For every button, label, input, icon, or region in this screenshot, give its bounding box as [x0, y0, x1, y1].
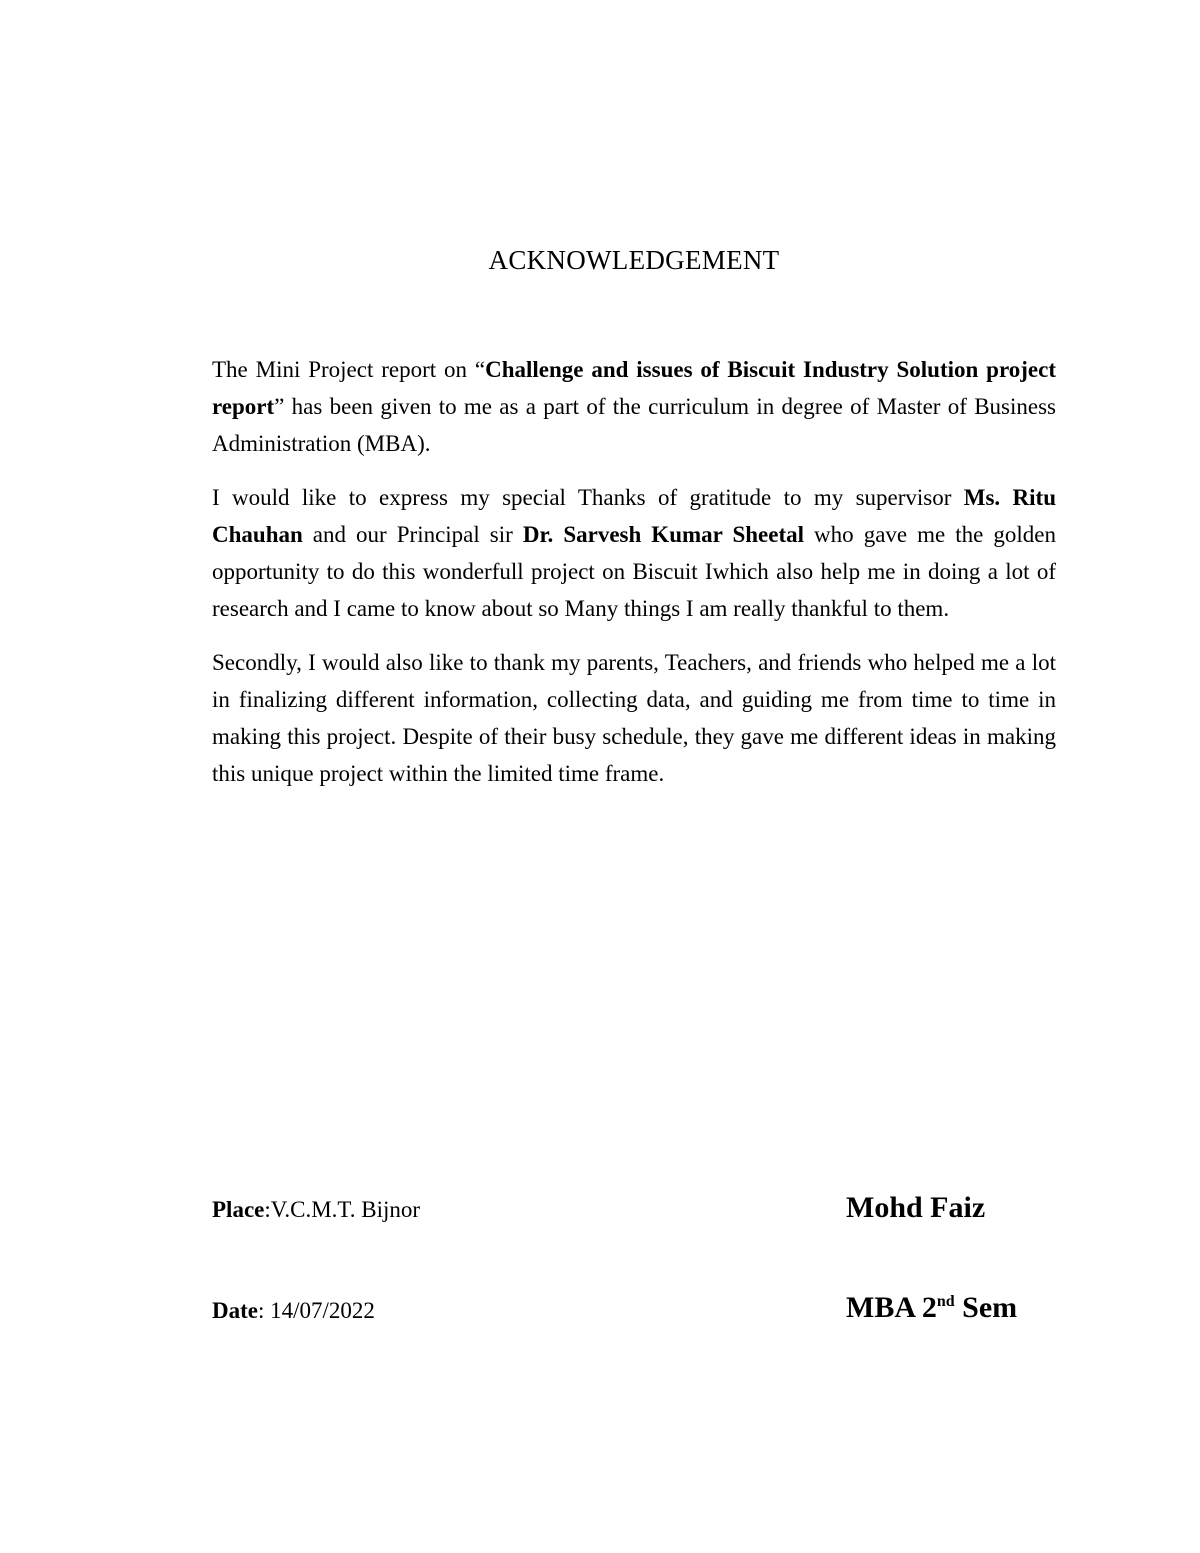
course-prefix: MBA 2: [846, 1291, 937, 1324]
paragraph-1-lead: The Mini Project report on “: [212, 357, 486, 382]
date-value: : 14/07/2022: [257, 1298, 375, 1323]
paragraph-2-part-1: I would like to express my special Thanks of gratitude to my supervisor: [212, 485, 964, 510]
course-suffix: Sem: [954, 1291, 1018, 1324]
date-line: [212, 1296, 375, 1326]
body-text: [212, 351, 1056, 809]
paragraph-3: Secondly, I would also like to thank my parents, Teachers, and friends who helped me a lot in finalizing different information, collecting data, and guiding me from time to time in making this project. Despite of their busy schedule, they gave me different ideas in making this unique project within the limited time frame.: [212, 650, 1056, 786]
place-value: :V.C.M.T. Bijnor: [264, 1197, 421, 1222]
supervisor-name: Ms. Ritu Chauhan: [212, 485, 1056, 547]
page-title: ACKNOWLEDGEMENT: [488, 245, 780, 275]
place-line: [212, 1195, 420, 1225]
paragraph-2-part-3: who gave me the golden opportunity to do this wonderfull project on Biscuit Iwhich also help me in doing a lot of research and I came to know about so Many things I am really thankful to them.: [212, 522, 1057, 621]
paragraph-2: [212, 479, 1056, 627]
course-ordinal-suffix: nd: [936, 1293, 955, 1310]
paragraph-2-part-2: and our Principal sir: [302, 522, 523, 547]
author-name: Mohd Faiz: [846, 1191, 986, 1224]
principal-name: Dr. Sarvesh Kumar Sheetal: [522, 522, 805, 547]
paragraph-1-tail: ” has been given to me as a part of the curriculum in degree of Master of Business Administration (MBA).: [212, 394, 1056, 456]
place-label: Place: [212, 1197, 265, 1222]
paragraph-1: [212, 351, 1056, 462]
project-title: Challenge and issues of Biscuit Industry Solution project report: [212, 357, 1056, 419]
course-semester: [846, 1290, 1017, 1326]
date-label: Date: [212, 1298, 258, 1323]
